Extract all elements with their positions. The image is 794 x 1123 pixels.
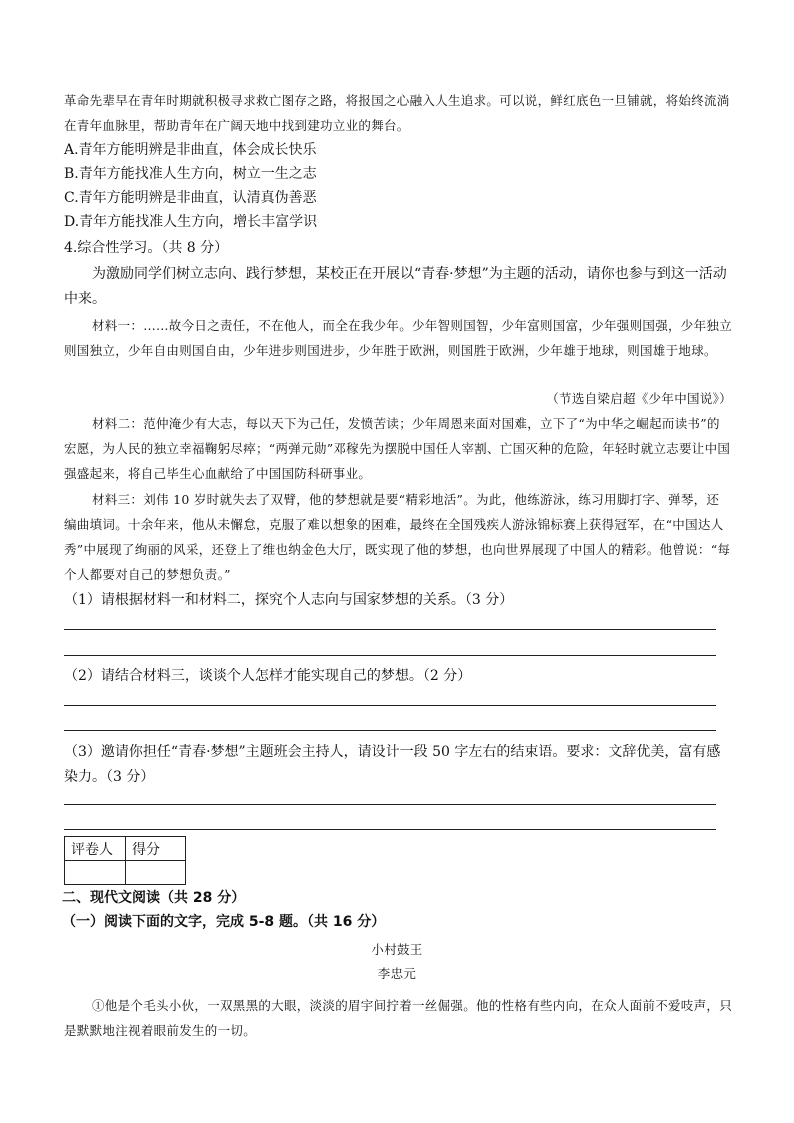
material-1: 材料一：……故今日之责任，不在他人，而全在我少年。少年智则国智，少年富则国富，少年强则国强，少年独立则国独立，少年自由则国自由，少年进步则国进步，少年胜于欧洲，则国胜于欧洲，少年雄于地球，则国雄于地球。 (64, 318, 733, 358)
grader-label: 评卷人 (65, 837, 126, 861)
material-1-source: （节选自梁启超《少年中国说》） (546, 391, 732, 406)
answer-line (64, 629, 716, 630)
answer-line (64, 730, 716, 731)
score-cell (126, 861, 186, 885)
option-d: D.青年方能找准人生方向，增长丰富学识 (64, 214, 318, 230)
score-label: 得分 (126, 837, 186, 861)
question-4-1: （1）请根据材料一和材料二，探究个人志向与国家梦想的关系。（3 分） (64, 592, 514, 608)
subsection-1-title: （一）阅读下面的文字，完成 5-8 题。（共 16 分） (62, 914, 386, 930)
question-4-title: 4.综合性学习。（共 8 分） (64, 240, 229, 256)
question-4-3: （3）邀请你担任“青春·梦想”主题班会主持人，请设计一段 50 字左右的结束语。要求：文辞优美，富有感染力。（3 分） (64, 744, 721, 785)
material-2: 材料二：范仲淹少有大志，每以天下为己任，发愤苦读；少年周恩来面对国难，立下了“为中华之崛起而读书”的宏愿，为人民的独立幸福鞠躬尽瘁；“两弹元勋”邓稼先为摆脱中国任人宰割、亡国灭种的危险，年轻时就立志要让中国强盛起来，将自己毕生心血献给了中国国防科研事业。 (64, 416, 731, 481)
question-4-intro: 为激励同学们树立志向、践行梦想，某校正在开展以“青春·梦想”为主题的活动，请你也参与到这一活动中来。 (64, 266, 727, 307)
question-4-2: （2）请结合材料三，谈谈个人怎样才能实现自己的梦想。（2 分） (64, 668, 472, 684)
option-c: C.青年方能明辨是非曲直，认清真伪善恶 (64, 190, 317, 206)
answer-line (64, 804, 716, 805)
section-2-title: 二、现代文阅读（共 28 分） (62, 890, 246, 906)
option-b: B.青年方能找准人生方向，树立一生之志 (64, 166, 317, 182)
grader-cell (65, 861, 126, 885)
score-table (64, 836, 186, 885)
article-author: 李忠元 (377, 966, 417, 981)
answer-line (64, 829, 716, 830)
answer-line (64, 705, 716, 706)
answer-line (64, 655, 716, 656)
material-3: 材料三：刘伟 10 岁时就失去了双臂，他的梦想就是要“精彩地活”。为此，他练游泳，练习用脚打字、弹琴，还编曲填词。十余年来，他从未懈怠，克服了难以想象的困难，最终在全国残疾人游泳锦标赛上获得冠军，在“中国达人秀”中展现了绚丽的风采，还登上了维也纳金色大厅，既实现了他的梦想，也向世界展现了中国人的精彩。他曾说：“每个人都要对自己的梦想负责。” (64, 492, 731, 582)
option-a: A.青年方能明辨是非曲直，体会成长快乐 (64, 142, 317, 158)
intro-paragraph: 革命先辈早在青年时期就积极寻求救亡图存之路，将报国之心融入人生追求。可以说，鲜红底色一旦铺就，将始终流淌在青年血脉里，帮助青年在广阔天地中找到建功立业的舞台。 (64, 93, 730, 133)
article-title: 小村鼓王 (371, 942, 423, 957)
article-paragraph-1: ①他是个毛头小伙，一双黑黑的大眼，淡淡的眉宇间拧着一丝倔强。他的性格有些内向，在众人面前不爱吱声，只是默默地注视着眼前发生的一切。 (64, 998, 733, 1038)
